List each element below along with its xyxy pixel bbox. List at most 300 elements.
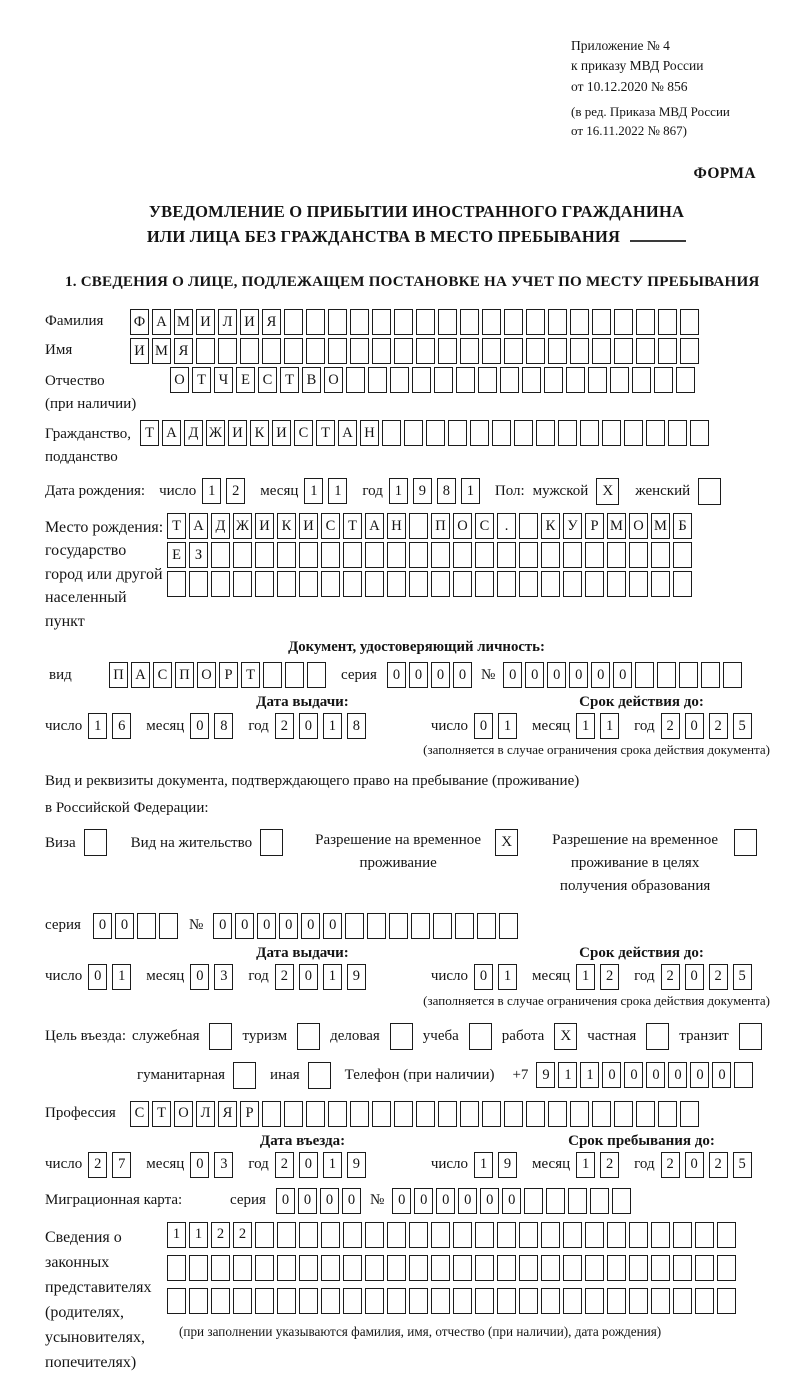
char-box[interactable]: Т	[316, 420, 335, 446]
char-box[interactable]	[438, 309, 457, 335]
char-box[interactable]: 1	[112, 964, 131, 990]
char-box[interactable]	[382, 420, 401, 446]
char-box[interactable]: 0	[685, 1152, 704, 1178]
char-box[interactable]: Р	[585, 513, 604, 539]
char-box[interactable]: 1	[580, 1062, 599, 1088]
purpose-work-checkbox[interactable]: X	[554, 1023, 577, 1050]
char-box[interactable]	[563, 571, 582, 597]
char-box[interactable]	[614, 338, 633, 364]
char-box[interactable]: 0	[591, 662, 610, 688]
char-box[interactable]	[365, 1222, 384, 1248]
char-box[interactable]: 0	[431, 662, 450, 688]
char-box[interactable]: А	[189, 513, 208, 539]
char-box[interactable]: А	[338, 420, 357, 446]
purpose-private-checkbox[interactable]	[646, 1023, 669, 1050]
char-box[interactable]	[657, 662, 676, 688]
char-box[interactable]	[482, 1101, 501, 1127]
char-box[interactable]: 1	[474, 1152, 493, 1178]
char-box[interactable]	[668, 420, 687, 446]
char-box[interactable]: М	[152, 338, 171, 364]
char-box[interactable]	[548, 309, 567, 335]
char-box[interactable]	[211, 542, 230, 568]
char-box[interactable]	[673, 1255, 692, 1281]
residence-expiry-day-input[interactable]	[474, 964, 522, 990]
char-box[interactable]	[646, 420, 665, 446]
char-box[interactable]	[299, 1255, 318, 1281]
char-box[interactable]: 0	[414, 1188, 433, 1214]
residence-expiry-month-input[interactable]	[576, 964, 624, 990]
char-box[interactable]	[717, 1222, 736, 1248]
char-box[interactable]	[568, 1188, 587, 1214]
char-box[interactable]	[262, 1101, 281, 1127]
char-box[interactable]: Т	[167, 513, 186, 539]
char-box[interactable]	[426, 420, 445, 446]
char-box[interactable]: 0	[613, 662, 632, 688]
char-box[interactable]: 1	[576, 964, 595, 990]
char-box[interactable]: 7	[112, 1152, 131, 1178]
char-box[interactable]	[541, 542, 560, 568]
char-box[interactable]	[365, 1255, 384, 1281]
char-box[interactable]: 1	[167, 1222, 186, 1248]
char-box[interactable]: 0	[387, 662, 406, 688]
entry-month-input[interactable]	[190, 1152, 238, 1178]
char-box[interactable]: 8	[214, 713, 233, 739]
char-box[interactable]	[299, 1222, 318, 1248]
char-box[interactable]: 0	[712, 1062, 731, 1088]
surname-input[interactable]	[130, 309, 702, 335]
profession-input[interactable]	[130, 1101, 702, 1127]
char-box[interactable]	[167, 1288, 186, 1314]
char-box[interactable]	[346, 367, 365, 393]
char-box[interactable]	[548, 338, 567, 364]
char-box[interactable]: 8	[347, 713, 366, 739]
char-box[interactable]: 0	[299, 713, 318, 739]
identity-expiry-month-input[interactable]	[576, 713, 624, 739]
char-box[interactable]: 1	[558, 1062, 577, 1088]
char-box[interactable]: 0	[453, 662, 472, 688]
char-box[interactable]: П	[109, 662, 128, 688]
char-box[interactable]	[519, 1288, 538, 1314]
birth-place-line3-input[interactable]	[167, 571, 695, 597]
char-box[interactable]	[394, 309, 413, 335]
purpose-study-checkbox[interactable]	[469, 1023, 492, 1050]
char-box[interactable]: 9	[498, 1152, 517, 1178]
char-box[interactable]	[635, 662, 654, 688]
char-box[interactable]: 0	[480, 1188, 499, 1214]
char-box[interactable]: С	[258, 367, 277, 393]
char-box[interactable]: 0	[690, 1062, 709, 1088]
char-box[interactable]: 0	[569, 662, 588, 688]
char-box[interactable]	[233, 571, 252, 597]
char-box[interactable]	[431, 1288, 450, 1314]
char-box[interactable]: 1	[323, 713, 342, 739]
char-box[interactable]: 1	[576, 1152, 595, 1178]
char-box[interactable]	[196, 338, 215, 364]
identity-issue-month-input[interactable]	[190, 713, 238, 739]
char-box[interactable]: И	[228, 420, 247, 446]
char-box[interactable]	[636, 338, 655, 364]
char-box[interactable]	[431, 571, 450, 597]
option-residence-permit-checkbox[interactable]	[260, 829, 283, 856]
char-box[interactable]: О	[324, 367, 343, 393]
char-box[interactable]	[387, 1255, 406, 1281]
char-box[interactable]: Т	[343, 513, 362, 539]
char-box[interactable]	[167, 571, 186, 597]
char-box[interactable]	[453, 542, 472, 568]
char-box[interactable]	[211, 1288, 230, 1314]
char-box[interactable]	[255, 1288, 274, 1314]
char-box[interactable]	[658, 1101, 677, 1127]
char-box[interactable]	[453, 1288, 472, 1314]
char-box[interactable]: 2	[211, 1222, 230, 1248]
char-box[interactable]: 0	[342, 1188, 361, 1214]
char-box[interactable]	[482, 338, 501, 364]
char-box[interactable]: 1	[202, 478, 221, 504]
char-box[interactable]	[526, 1101, 545, 1127]
char-box[interactable]	[654, 367, 673, 393]
identity-doc-kind-input[interactable]	[109, 662, 329, 688]
char-box[interactable]	[456, 367, 475, 393]
char-box[interactable]: А	[131, 662, 150, 688]
char-box[interactable]	[409, 1255, 428, 1281]
char-box[interactable]: 0	[458, 1188, 477, 1214]
char-box[interactable]: 0	[668, 1062, 687, 1088]
char-box[interactable]	[585, 571, 604, 597]
char-box[interactable]: 0	[299, 964, 318, 990]
char-box[interactable]: 0	[190, 713, 209, 739]
char-box[interactable]: 2	[661, 1152, 680, 1178]
char-box[interactable]	[497, 571, 516, 597]
char-box[interactable]: 0	[436, 1188, 455, 1214]
char-box[interactable]: Ж	[233, 513, 252, 539]
char-box[interactable]	[519, 1222, 538, 1248]
char-box[interactable]	[285, 662, 304, 688]
char-box[interactable]	[189, 1255, 208, 1281]
char-box[interactable]	[372, 338, 391, 364]
char-box[interactable]	[306, 338, 325, 364]
char-box[interactable]	[306, 309, 325, 335]
char-box[interactable]	[350, 1101, 369, 1127]
char-box[interactable]	[546, 1188, 565, 1214]
char-box[interactable]	[541, 1288, 560, 1314]
identity-doc-number-input[interactable]	[503, 662, 745, 688]
char-box[interactable]	[350, 338, 369, 364]
char-box[interactable]: В	[302, 367, 321, 393]
char-box[interactable]	[390, 367, 409, 393]
char-box[interactable]: 0	[323, 913, 342, 939]
char-box[interactable]	[701, 662, 720, 688]
char-box[interactable]	[263, 662, 282, 688]
char-box[interactable]: 9	[413, 478, 432, 504]
char-box[interactable]: И	[272, 420, 291, 446]
char-box[interactable]	[723, 662, 742, 688]
char-box[interactable]	[389, 913, 408, 939]
citizenship-input[interactable]	[140, 420, 712, 446]
char-box[interactable]: 1	[323, 1152, 342, 1178]
patronymic-input[interactable]	[170, 367, 698, 393]
char-box[interactable]: Т	[140, 420, 159, 446]
char-box[interactable]: 2	[226, 478, 245, 504]
char-box[interactable]	[328, 1101, 347, 1127]
char-box[interactable]	[585, 542, 604, 568]
char-box[interactable]	[321, 1255, 340, 1281]
char-box[interactable]: 8	[437, 478, 456, 504]
char-box[interactable]	[548, 1101, 567, 1127]
char-box[interactable]: 1	[498, 964, 517, 990]
char-box[interactable]	[416, 309, 435, 335]
char-box[interactable]	[412, 367, 431, 393]
char-box[interactable]: М	[174, 309, 193, 335]
char-box[interactable]	[497, 1288, 516, 1314]
char-box[interactable]	[695, 1255, 714, 1281]
char-box[interactable]	[365, 1288, 384, 1314]
purpose-other-checkbox[interactable]	[308, 1062, 331, 1089]
char-box[interactable]	[592, 309, 611, 335]
char-box[interactable]: Е	[236, 367, 255, 393]
char-box[interactable]: 1	[328, 478, 347, 504]
char-box[interactable]	[394, 338, 413, 364]
char-box[interactable]	[563, 1255, 582, 1281]
char-box[interactable]	[607, 1288, 626, 1314]
char-box[interactable]: Д	[211, 513, 230, 539]
char-box[interactable]: П	[431, 513, 450, 539]
char-box[interactable]	[453, 1222, 472, 1248]
char-box[interactable]	[514, 420, 533, 446]
char-box[interactable]: Ф	[130, 309, 149, 335]
char-box[interactable]	[277, 1222, 296, 1248]
char-box[interactable]	[475, 571, 494, 597]
birth-place-line2-input[interactable]	[167, 542, 695, 568]
char-box[interactable]: Я	[218, 1101, 237, 1127]
char-box[interactable]: 2	[709, 713, 728, 739]
char-box[interactable]	[504, 309, 523, 335]
char-box[interactable]: И	[240, 309, 259, 335]
char-box[interactable]	[307, 662, 326, 688]
char-box[interactable]: 0	[503, 662, 522, 688]
char-box[interactable]: 0	[115, 913, 134, 939]
char-box[interactable]	[345, 913, 364, 939]
char-box[interactable]: К	[277, 513, 296, 539]
char-box[interactable]: 1	[88, 713, 107, 739]
char-box[interactable]: У	[563, 513, 582, 539]
char-box[interactable]	[673, 1222, 692, 1248]
purpose-official-checkbox[interactable]	[209, 1023, 232, 1050]
char-box[interactable]	[614, 309, 633, 335]
char-box[interactable]	[570, 338, 589, 364]
given-name-input[interactable]	[130, 338, 702, 364]
char-box[interactable]	[590, 1188, 609, 1214]
char-box[interactable]: 0	[320, 1188, 339, 1214]
char-box[interactable]: 0	[190, 1152, 209, 1178]
char-box[interactable]: 1	[498, 713, 517, 739]
char-box[interactable]: 2	[275, 964, 294, 990]
char-box[interactable]	[431, 1255, 450, 1281]
char-box[interactable]: А	[152, 309, 171, 335]
char-box[interactable]	[431, 1222, 450, 1248]
char-box[interactable]	[211, 1255, 230, 1281]
char-box[interactable]	[592, 1101, 611, 1127]
char-box[interactable]	[580, 420, 599, 446]
char-box[interactable]	[492, 420, 511, 446]
char-box[interactable]: 5	[733, 964, 752, 990]
char-box[interactable]: П	[175, 662, 194, 688]
char-box[interactable]	[475, 542, 494, 568]
char-box[interactable]	[504, 338, 523, 364]
char-box[interactable]	[477, 913, 496, 939]
char-box[interactable]	[629, 1288, 648, 1314]
char-box[interactable]	[438, 338, 457, 364]
char-box[interactable]: 2	[709, 964, 728, 990]
residence-expiry-year-input[interactable]	[661, 964, 757, 990]
char-box[interactable]	[240, 338, 259, 364]
char-box[interactable]	[519, 513, 538, 539]
char-box[interactable]: 9	[347, 964, 366, 990]
char-box[interactable]: 5	[733, 713, 752, 739]
char-box[interactable]	[343, 1222, 362, 1248]
char-box[interactable]	[343, 571, 362, 597]
char-box[interactable]: 0	[502, 1188, 521, 1214]
char-box[interactable]	[455, 913, 474, 939]
option-temp-residence-checkbox[interactable]: X	[495, 829, 518, 856]
char-box[interactable]: 9	[347, 1152, 366, 1178]
birth-place-line1-input[interactable]	[167, 513, 695, 539]
char-box[interactable]	[636, 1101, 655, 1127]
char-box[interactable]	[387, 1288, 406, 1314]
char-box[interactable]: Т	[192, 367, 211, 393]
char-box[interactable]: М	[651, 513, 670, 539]
char-box[interactable]: И	[299, 513, 318, 539]
char-box[interactable]: 0	[93, 913, 112, 939]
char-box[interactable]	[717, 1288, 736, 1314]
char-box[interactable]: Т	[152, 1101, 171, 1127]
char-box[interactable]: 0	[235, 913, 254, 939]
char-box[interactable]	[629, 1255, 648, 1281]
migration-number-input[interactable]	[392, 1188, 634, 1214]
char-box[interactable]: С	[130, 1101, 149, 1127]
char-box[interactable]	[500, 367, 519, 393]
char-box[interactable]	[680, 1101, 699, 1127]
char-box[interactable]: А	[365, 513, 384, 539]
char-box[interactable]: 0	[88, 964, 107, 990]
char-box[interactable]: 2	[233, 1222, 252, 1248]
char-box[interactable]	[368, 367, 387, 393]
char-box[interactable]	[372, 1101, 391, 1127]
residence-number-input[interactable]	[213, 913, 521, 939]
char-box[interactable]: 0	[298, 1188, 317, 1214]
sex-female-checkbox[interactable]	[698, 478, 721, 505]
char-box[interactable]	[387, 571, 406, 597]
char-box[interactable]	[372, 309, 391, 335]
char-box[interactable]	[585, 1255, 604, 1281]
char-box[interactable]: 0	[276, 1188, 295, 1214]
char-box[interactable]	[680, 309, 699, 335]
char-box[interactable]: 0	[392, 1188, 411, 1214]
char-box[interactable]: 1	[323, 964, 342, 990]
char-box[interactable]	[522, 367, 541, 393]
char-box[interactable]	[679, 662, 698, 688]
purpose-transit-checkbox[interactable]	[739, 1023, 762, 1050]
char-box[interactable]	[563, 1222, 582, 1248]
char-box[interactable]	[262, 338, 281, 364]
char-box[interactable]: 3	[214, 964, 233, 990]
char-box[interactable]	[482, 309, 501, 335]
char-box[interactable]	[367, 913, 386, 939]
char-box[interactable]: 0	[213, 913, 232, 939]
identity-issue-year-input[interactable]	[275, 713, 371, 739]
char-box[interactable]	[211, 571, 230, 597]
char-box[interactable]	[409, 1222, 428, 1248]
char-box[interactable]	[612, 1188, 631, 1214]
char-box[interactable]	[497, 1255, 516, 1281]
guardians-line3-input[interactable]	[167, 1288, 739, 1314]
char-box[interactable]	[277, 1288, 296, 1314]
char-box[interactable]: .	[497, 513, 516, 539]
char-box[interactable]	[624, 420, 643, 446]
char-box[interactable]	[460, 338, 479, 364]
char-box[interactable]	[585, 1288, 604, 1314]
residence-issue-day-input[interactable]	[88, 964, 136, 990]
char-box[interactable]	[602, 420, 621, 446]
char-box[interactable]: Т	[241, 662, 260, 688]
char-box[interactable]	[695, 1288, 714, 1314]
identity-doc-series-input[interactable]	[387, 662, 475, 688]
char-box[interactable]	[411, 913, 430, 939]
char-box[interactable]	[365, 571, 384, 597]
char-box[interactable]	[284, 309, 303, 335]
char-box[interactable]	[570, 1101, 589, 1127]
char-box[interactable]: М	[607, 513, 626, 539]
identity-issue-day-input[interactable]	[88, 713, 136, 739]
char-box[interactable]: 1	[461, 478, 480, 504]
char-box[interactable]: Н	[387, 513, 406, 539]
stay-month-input[interactable]	[576, 1152, 624, 1178]
char-box[interactable]: 0	[409, 662, 428, 688]
char-box[interactable]	[404, 420, 423, 446]
char-box[interactable]	[536, 420, 555, 446]
char-box[interactable]: 0	[299, 1152, 318, 1178]
char-box[interactable]	[690, 420, 709, 446]
char-box[interactable]	[658, 338, 677, 364]
char-box[interactable]	[365, 542, 384, 568]
char-box[interactable]	[614, 1101, 633, 1127]
char-box[interactable]: Д	[184, 420, 203, 446]
birth-day-input[interactable]	[202, 478, 250, 504]
char-box[interactable]: О	[197, 662, 216, 688]
residence-issue-month-input[interactable]	[190, 964, 238, 990]
char-box[interactable]: 2	[600, 964, 619, 990]
char-box[interactable]	[299, 542, 318, 568]
char-box[interactable]: О	[453, 513, 472, 539]
residence-issue-year-input[interactable]	[275, 964, 371, 990]
char-box[interactable]	[343, 1255, 362, 1281]
char-box[interactable]	[607, 1222, 626, 1248]
char-box[interactable]	[588, 367, 607, 393]
char-box[interactable]	[434, 367, 453, 393]
birth-year-input[interactable]	[389, 478, 485, 504]
char-box[interactable]	[438, 1101, 457, 1127]
char-box[interactable]: Л	[196, 1101, 215, 1127]
char-box[interactable]: 0	[685, 964, 704, 990]
char-box[interactable]: 0	[624, 1062, 643, 1088]
char-box[interactable]: С	[153, 662, 172, 688]
char-box[interactable]: 2	[88, 1152, 107, 1178]
char-box[interactable]: 1	[389, 478, 408, 504]
char-box[interactable]	[453, 571, 472, 597]
char-box[interactable]: Р	[219, 662, 238, 688]
char-box[interactable]	[299, 571, 318, 597]
char-box[interactable]	[607, 1255, 626, 1281]
char-box[interactable]	[658, 309, 677, 335]
